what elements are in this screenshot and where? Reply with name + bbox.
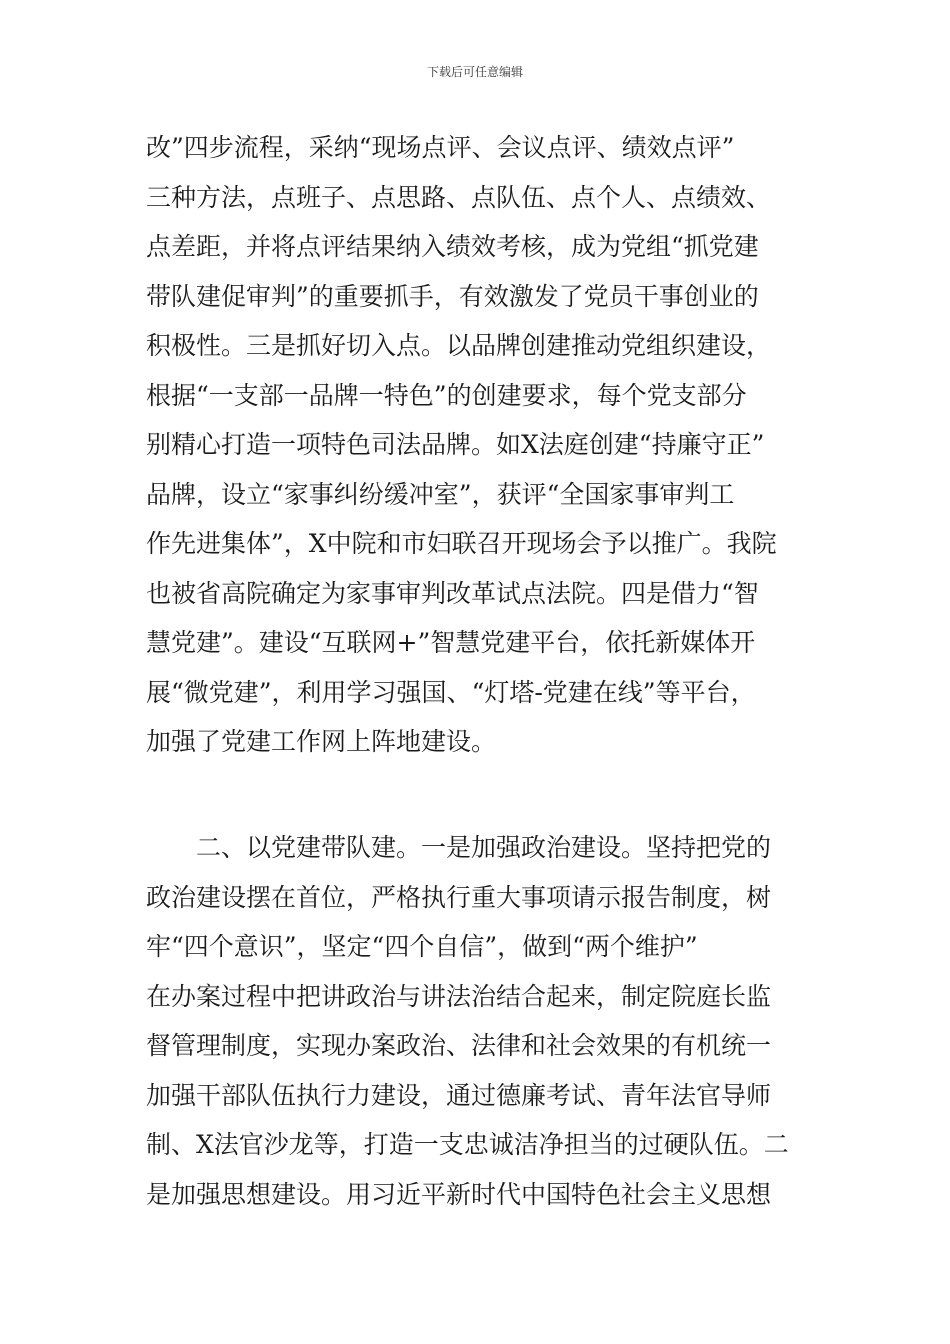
text-line: 积极性。三是抓好切入点。以品牌创建推动党组织建设， bbox=[146, 331, 772, 360]
text-line: 三种方法，点班子、点思路、点队伍、点个人、点绩效、 bbox=[146, 182, 772, 212]
text-line: 展“微党建”，利用学习强国、“灯塔-党建在线”等平台， bbox=[146, 677, 756, 707]
text-line: 也被省高院确定为家事审判改革试点法院。四是借力“智 bbox=[146, 578, 759, 608]
text-line: 加强了党建工作网上阵地建设。 bbox=[146, 727, 497, 756]
text-line: 政治建设摆在首位，严格执行重大事项请示报告制度，树 bbox=[146, 882, 772, 912]
page-header: 下载后可任意编辑 bbox=[426, 65, 523, 79]
text-line: 根据“一支部一品牌一特色”的创建要求，每个党支部分 bbox=[146, 380, 747, 410]
text-line: 改”四步流程，采纳“现场点评、会议点评、绩效点评” bbox=[146, 133, 735, 162]
text-line: 牢“四个意识”，坚定“四个自信”，做到“两个维护” bbox=[146, 932, 698, 961]
text-line: 制、X法官沙龙等，打造一支忠诚洁净担当的过硬队伍。二 bbox=[146, 1130, 789, 1159]
text-line: 督管理制度，实现办案政治、法律和社会效果的有机统一 bbox=[146, 1031, 772, 1060]
text-line: 加强干部队伍执行力建设，通过德廉考试、青年法官导师 bbox=[146, 1080, 772, 1110]
paragraph-1 bbox=[146, 123, 777, 767]
text-line: 带队建促审判”的重要抓手，有效激发了党员干事创业的 bbox=[146, 281, 759, 311]
text-line: 作先进集体”，X中院和市妇联召开现场会予以推广。我院 bbox=[146, 529, 777, 558]
text-line: 慧党建”。建设“互联网+”智慧党建平台，依托新媒体开 bbox=[146, 628, 756, 657]
text-line: 品牌，设立“家事纠纷缓冲室”，获评“全国家事审判工 bbox=[146, 479, 735, 509]
text-line: 在办案过程中把讲政治与讲法治结合起来，制定院庭长监 bbox=[146, 981, 772, 1011]
text-line: 点差距，并将点评结果纳入绩效考核，成为党组“抓党建 bbox=[146, 232, 759, 261]
text-line: 别精心打造一项特色司法品牌。如X法庭创建“持廉守正” bbox=[146, 430, 765, 459]
paragraph-2 bbox=[146, 823, 789, 1219]
text-line: 是加强思想建设。用习近平新时代中国特色社会主义思想 bbox=[146, 1179, 772, 1209]
text-line: 二、以党建带队建。一是加强政治建设。坚持把党的 bbox=[196, 833, 772, 862]
